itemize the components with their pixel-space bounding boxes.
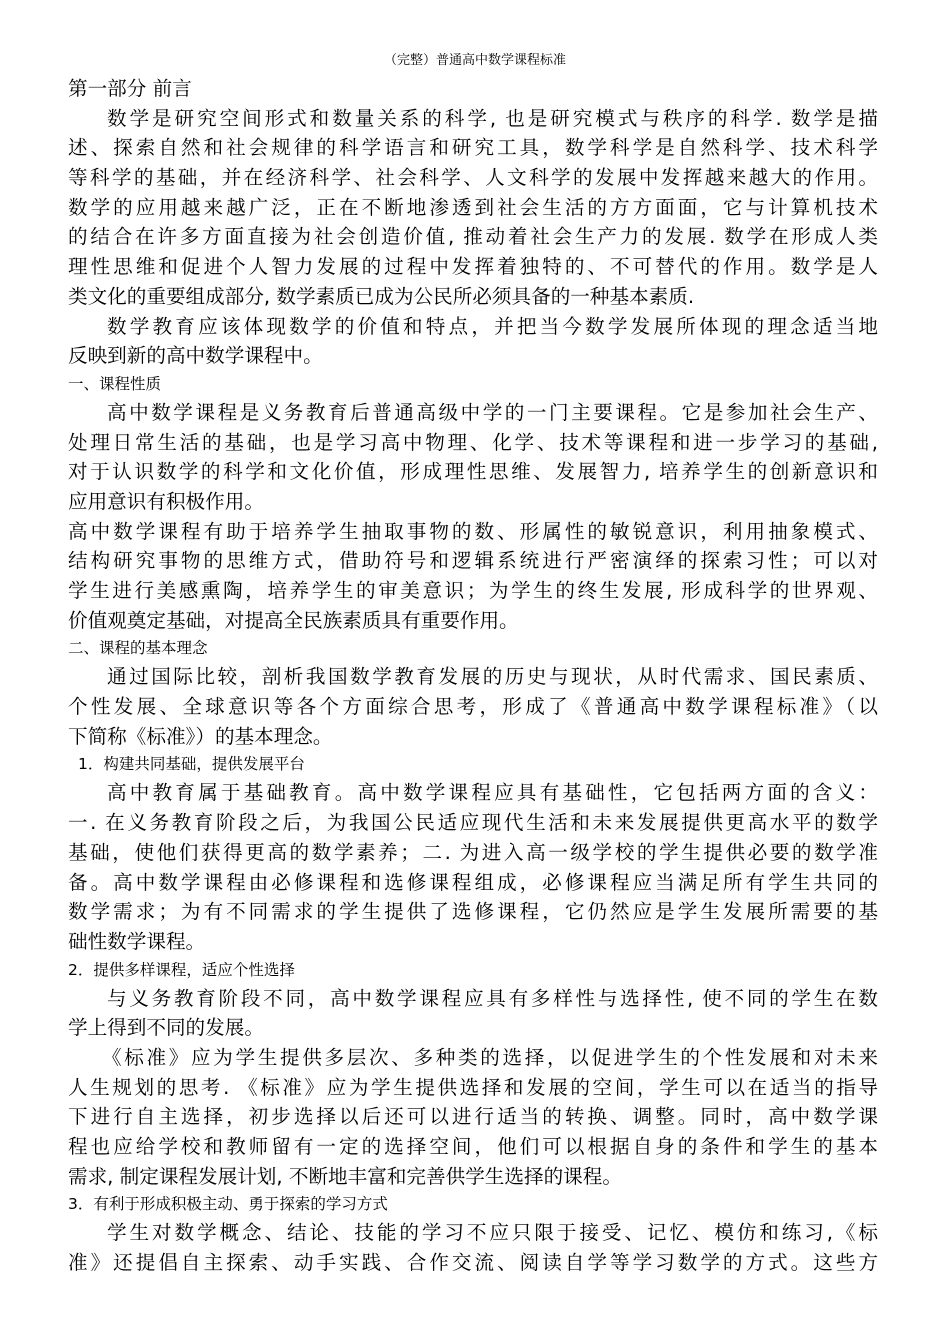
text-line: 人生规划的思考. 《标准》应为学生提供选择和发展的空间，学生可以在适当的指导 xyxy=(68,1075,878,1099)
text-line: 等科学的基础，并在经济科学、社会科学、人文科学的发展中发挥越来越大的作用。 xyxy=(68,166,878,190)
text-line: 的结合在许多方面直接为社会创造价值, 推动着社会生产力的发展. 数学在形成人类 xyxy=(68,225,878,249)
text-line: 对于认识数学的科学和文化价值，形成理性思维、发展智力, 培养学生的创新意识和 xyxy=(68,460,878,484)
text-line: 二、课程的基本理念 xyxy=(68,639,208,658)
text-line: 下进行自主选择，初步选择以后还可以进行适当的转换、调整。同时，高中数学课 xyxy=(68,1105,878,1129)
text-line: 备。高中数学课程由必修课程和选修课程组成，必修课程应当满足所有学生共同的 xyxy=(68,870,878,894)
text-line: 《标准》应为学生提供多层次、多种类的选择，以促进学生的个性发展和对未来 xyxy=(102,1045,878,1069)
text-line: 与义务教育阶段不同，高中数学课程应具有多样性与选择性, 使不同的学生在数 xyxy=(107,986,878,1010)
text-line: 数学是研究空间形式和数量关系的科学, 也是研究模式与秩序的科学. 数学是描 xyxy=(107,106,878,130)
page-header-title: （完整）普通高中数学课程标准 xyxy=(383,53,566,68)
text-line: 处理日常生活的基础，也是学习高中物理、化学、技术等课程和进一步学习的基础, xyxy=(68,430,878,454)
text-line: 数学需求；为有不同需求的学生提供了选修课程，它仍然应是学生发展所需要的基 xyxy=(68,900,878,924)
text-line: 需求, 制定课程发展计划, 不断地丰富和完善供学生选择的课程。 xyxy=(68,1164,622,1188)
text-line: 通过国际比较，剖析我国数学教育发展的历史与现状，从时代需求、国民素质、 xyxy=(107,665,878,689)
text-line: 类文化的重要组成部分, 数学素质已成为公民所必须具备的一种基本素质. xyxy=(68,284,695,308)
text-line: 3．有利于形成积极主动、勇于探索的学习方式 xyxy=(68,1195,388,1214)
text-line: 2．提供多样课程，适应个性选择 xyxy=(68,960,295,979)
text-line: 价值观奠定基础，对提高全民族素质具有重要作用。 xyxy=(68,608,519,632)
text-line: 准》还提倡自主探索、动手实践、合作交流、阅读自学等学习数学的方式。这些方 xyxy=(68,1251,878,1275)
text-line: 数学教育应该体现数学的价值和特点，并把当今数学发展所体现的理念适当地 xyxy=(107,314,878,338)
text-line: 基础，使他们获得更高的数学素养；二. 为进入高一级学校的学生提供必要的数学准 xyxy=(68,840,878,864)
text-line: 1．构建共同基础，提供发展平台 xyxy=(78,755,305,774)
text-line: 一、课程性质 xyxy=(68,374,162,393)
text-line: 述、探索自然和社会规律的科学语言和研究工具，数学科学是自然科学、技术科学 xyxy=(68,136,878,160)
text-line: 学生对数学概念、结论、技能的学习不应只限于接受、记忆、模仿和练习,《标 xyxy=(107,1221,878,1245)
text-line: 结构研究事物的思维方式，借助符号和逻辑系统进行严密演绎的探索习性；可以对 xyxy=(68,549,878,573)
text-line: 个性发展、全球意识等各个方面综合思考，形成了《普通高中数学课程标准》（以 xyxy=(68,695,878,719)
text-line: 下简称《标准》）的基本理念。 xyxy=(68,724,333,748)
text-line: 应用意识有积极作用。 xyxy=(68,489,264,513)
document-body xyxy=(68,74,878,1278)
text-line: 高中数学课程是义务教育后普通高级中学的一门主要课程。它是参加社会生产、 xyxy=(107,400,878,424)
text-line: 高中教育属于基础教育。高中数学课程应具有基础性，它包括两方面的含义： xyxy=(107,781,878,805)
text-line: 数学的应用越来越广泛，正在不断地渗透到社会生活的方方面面，它与计算机技术 xyxy=(68,195,878,219)
text-line: 程也应给学校和教师留有一定的选择空间，他们可以根据自身的条件和学生的基本 xyxy=(68,1135,878,1158)
text-line: 第一部分 前言 xyxy=(68,77,192,100)
text-line: 学上得到不同的发展。 xyxy=(68,1016,264,1040)
text-line: 高中数学课程有助于培养学生抽取事物的数、形属性的敏锐意识，利用抽象模式、 xyxy=(68,519,878,543)
text-line: 学生进行美感熏陶，培养学生的审美意识；为学生的终生发展, 形成科学的世界观、 xyxy=(68,579,878,602)
text-line: 一. 在义务教育阶段之后，为我国公民适应现代生活和未来发展提供更高水平的数学 xyxy=(68,811,878,835)
text-line: 理性思维和促进个人智力发展的过程中发挥着独特的、不可替代的作用。数学是人 xyxy=(68,255,878,279)
text-line: 础性数学课程。 xyxy=(68,929,206,953)
text-line: 反映到新的高中数学课程中。 xyxy=(68,344,323,368)
